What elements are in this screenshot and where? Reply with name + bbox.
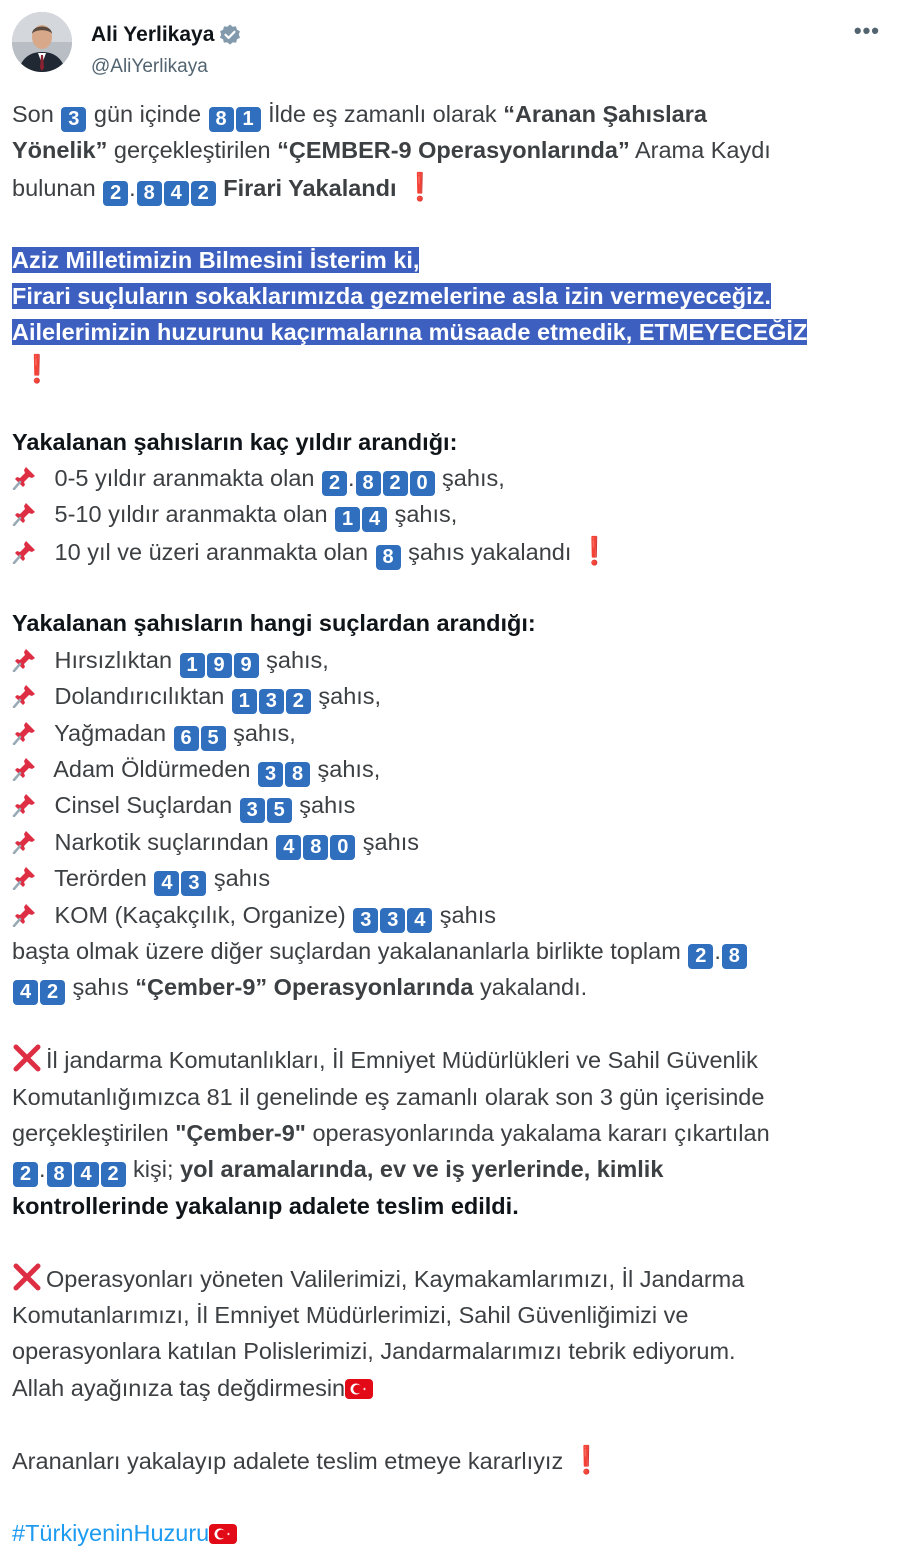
text-line: Arananları yakalayıp adalete teslim etmeye kararlıyız ❗ [12,1445,604,1476]
keycap-number [208,101,262,130]
keycap-digit: 2 [101,1162,126,1187]
text-line: kontrollerinde yakalanıp adalete teslim edildi. [12,1192,519,1219]
keycap-digit: 8 [209,107,234,132]
selected-line: Ailelerimizin huzurunu kaçırmalarına müsaade etmedik, ETMEYECEĞİZ [12,319,808,346]
keycap-number [179,647,260,676]
turkey-flag-icon [345,1379,373,1399]
text-line: Son 3 gün içinde 8 1 İlde eş zamanlı olarak “Aranan Şahıslara [12,101,707,130]
keycap-number [375,539,402,568]
keycap-number [153,865,207,895]
crime-item: KOM (Kaçakçılık, Organize) 3 3 4 şahıs [12,897,892,933]
cross-mark-icon [12,1044,46,1082]
text-line: Komutanlarımızı, İl Emniyet Müdürlerimizi, Sahil Güvenliğimizi ve [12,1301,689,1328]
keycap-digit: 1 [236,107,261,132]
keycap-number [102,175,129,204]
exclamation-icon: ❗ [569,1445,604,1476]
keycap-number [321,465,348,494]
keycap-digit: 2 [40,980,65,1005]
keycap-number [334,501,388,531]
crime-item: Hırsızlıktan 1 9 9 şahıs, [12,642,892,678]
keycap-digit: 2 [322,471,347,496]
text-line: bulunan 2 . 8 4 2 Firari Yakalandı ❗ [12,171,437,204]
keycap-digit: 3 [61,107,86,132]
pushpin-icon [12,791,48,827]
text-line: 4 2 şahıs “Çember-9” Operasyonlarında yakalandı. [12,969,892,1005]
tweet-text [12,96,892,1552]
keycap-number [687,938,714,967]
keycap-digit: 2 [383,471,408,496]
keycap-digit: 1 [232,689,257,714]
more-options-icon[interactable]: ••• [853,18,880,43]
text-line: başta olmak üzere diğer suçlardan yakalananlarla birlikte toplam 2 . 8 [12,933,892,969]
keycap-digit: 8 [356,471,381,496]
keycap-digit: 4 [407,908,432,933]
keycap-digit: 3 [353,908,378,933]
crime-item: Cinsel Suçlardan 3 5 şahıs [12,787,892,823]
keycap-digit: 5 [267,798,292,823]
keycap-digit: 8 [47,1162,72,1187]
author-name[interactable]: Ali Yerlikaya [91,23,242,47]
pushpin-icon [12,464,48,500]
keycap-digit: 2 [103,181,128,206]
pushpin-icon [12,864,48,900]
keycap-digit: 8 [285,762,310,787]
selected-line: Aziz Milletimizin Bilmesini İsterim ki, [12,246,420,273]
pushpin-icon [12,682,48,718]
section-title: Yakalanan şahısların kaç yıldır arandığı: [12,428,458,455]
text-line: Operasyonları yöneten Valilerimizi, Kaymakamlarımızı, İl Jandarma [12,1261,892,1297]
keycap-number [12,1156,39,1186]
exclamation-icon: ❗ [403,171,437,202]
keycap-digit: 8 [376,545,401,570]
keycap-number [352,902,433,931]
keycap-number [239,792,293,822]
keycap-digit: 8 [303,835,328,860]
keycap-digit: 5 [201,726,226,751]
pushpin-icon [12,538,48,574]
keycap-digit: 3 [240,798,265,823]
keycap-number [173,720,227,749]
keycap-digit: 8 [722,944,747,969]
list-item: 0-5 yıldır aranmakta olan 2 . 8 2 0 şahıs, [12,460,892,496]
text-line: İl jandarma Komutanlıkları, İl Emniyet Müdürlükleri ve Sahil Güvenlik [12,1042,892,1078]
text-line: operasyonlara katılan Polislerimizi, Jandarmalarımızı tebrik ediyorum. [12,1338,736,1365]
tweet-header [12,10,888,76]
pushpin-icon [12,901,48,937]
keycap-number [275,829,356,858]
keycap-number [257,756,311,786]
crime-item: Yağmadan 6 5 şahıs, [12,715,892,751]
keycap-digit: 9 [234,653,259,678]
keycap-number [231,683,312,713]
keycap-digit: 2 [688,944,713,969]
exclamation-icon: ❗ [20,353,54,384]
keycap-digit: 8 [137,181,162,206]
keycap-number [355,465,436,494]
keycap-digit: 1 [180,653,205,678]
list-item: 5-10 yıldır aranmakta olan 1 4 şahıs, [12,496,892,532]
hashtag-line [12,1515,892,1551]
exclamation-icon: ❗ [577,535,612,566]
crime-item: Adam Öldürmeden 3 8 şahıs, [12,751,892,787]
keycap-digit: 4 [276,835,301,860]
author-handle[interactable]: @AliYerlikaya [91,56,208,77]
keycap-digit: 0 [330,835,355,860]
keycap-digit: 2 [286,689,311,714]
section-title: Yakalanan şahısların hangi suçlardan arandığı: [12,610,536,637]
keycap-digit: 6 [174,726,199,751]
cross-mark-icon [12,1263,46,1301]
pushpin-icon [12,500,48,536]
keycap-digit: 4 [164,181,189,206]
verified-badge-icon [218,23,242,47]
pushpin-icon [12,646,48,682]
keycap-digit: 2 [191,181,216,206]
pushpin-icon [12,828,48,864]
text-line [12,351,892,387]
keycap-digit: 1 [335,507,360,532]
turkey-flag-icon [209,1524,237,1544]
hashtag-link[interactable]: #TürkiyeninHuzuru [12,1520,210,1547]
crime-list [12,642,892,933]
selected-line: Firari suçluların sokaklarımızda gezmelerine asla izin vermeyeceğiz. [12,282,771,309]
keycap-digit: 3 [181,871,206,896]
avatar[interactable] [12,12,72,72]
crime-item: Narkotik suçlarından 4 8 0 şahıs [12,824,892,860]
keycap-digit: 3 [258,762,283,787]
list-item: 10 yıl ve üzeri aranmakta olan 8 şahıs yakalandı ❗ [12,533,892,569]
keycap-digit: 9 [207,653,232,678]
keycap-digit: 4 [74,1162,99,1187]
keycap-digit: 0 [410,471,435,496]
pushpin-icon [12,755,48,791]
keycap-digit: 4 [13,980,38,1005]
crime-item: Terörden 4 3 şahıs [12,860,892,896]
keycap-number [721,938,748,967]
keycap-digit: 4 [154,871,179,896]
keycap-digit: 4 [362,507,387,532]
pushpin-icon [12,719,48,755]
keycap-digit: 2 [13,1162,38,1187]
text-line: Allah ayağınıza taş değdirmesin [12,1370,892,1406]
keycap-number [46,1156,127,1186]
keycap-digit: 3 [259,689,284,714]
keycap-number [136,175,217,204]
text-line: 2 . 8 4 2 kişi; yol aramalarında, ev ve iş yerlerinde, kimlik [12,1151,892,1187]
text-line: Yönelik” gerçekleştirilen “ÇEMBER-9 Operasyonlarında” Arama Kaydı [12,137,771,164]
text-line: Komutanlığımızca 81 il genelinde eş zamanlı olarak son 3 gün içerisinde [12,1083,765,1110]
crime-item: Dolandırıcılıktan 1 3 2 şahıs, [12,678,892,714]
keycap-digit: 3 [380,908,405,933]
text-line: gerçekleştirilen "Çember-9" operasyonlarında yakalama kararı çıkartılan [12,1119,770,1146]
keycap-number [60,101,87,130]
keycap-number [12,974,66,1004]
